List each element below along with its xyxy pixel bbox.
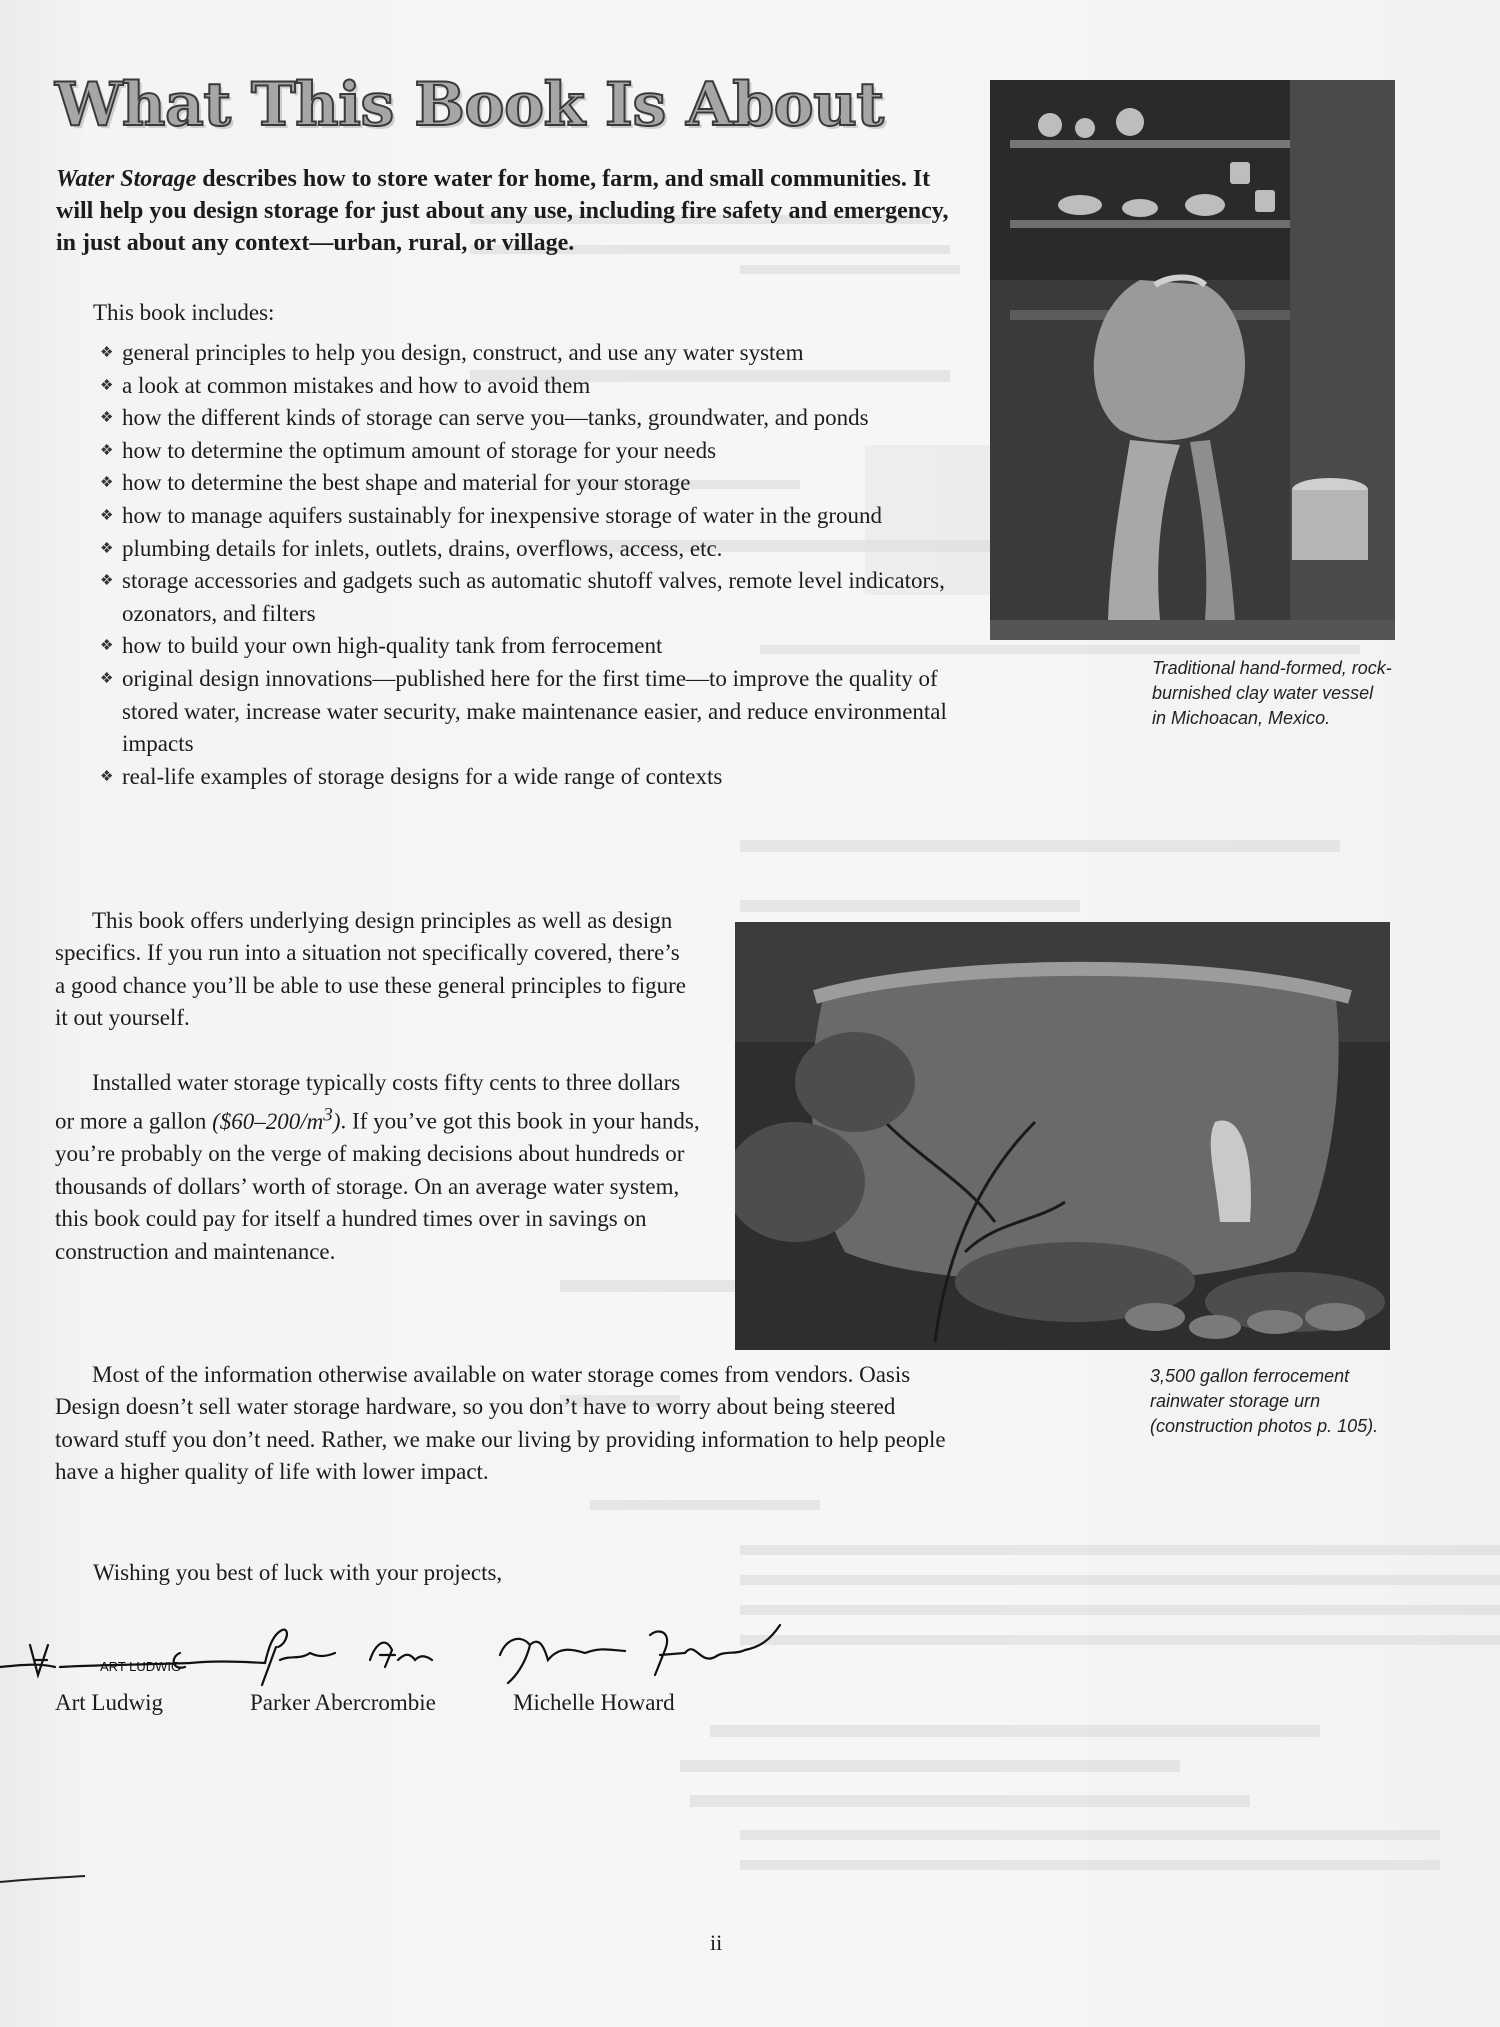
list-item: ❖ real-life examples of storage designs for a wide range of contexts	[100, 761, 960, 794]
intro-text: describes how to store water for home, farm, and small communities. It will help you design storage for just about any use, including fire safety and emergency, in just about any context—urban, rural, or village.	[56, 166, 949, 256]
list-item: ❖ how to determine the optimum amount of storage for your needs	[100, 435, 960, 468]
paragraph-cost	[55, 1067, 700, 1268]
includes-label: This book includes:	[93, 300, 275, 325]
list-item: ❖ how the different kinds of storage can serve you—tanks, groundwater, and ponds	[100, 402, 960, 435]
author-name-parker: Parker Abercrombie	[250, 1690, 436, 1715]
list-item: ❖ a look at common mistakes and how to avoid them	[100, 370, 960, 403]
author-name-michelle: Michelle Howard	[513, 1690, 675, 1715]
list-item: ❖ how to determine the best shape and material for your storage	[100, 467, 960, 500]
list-item: ❖ general principles to help you design, construct, and use any water system	[100, 337, 960, 370]
ferrocement-urn-photo	[735, 922, 1390, 1350]
scan-mark	[0, 1870, 90, 1890]
list-item: ❖ storage accessories and gadgets such as automatic shutoff valves, remote level indicators, ozonators, and filters	[100, 565, 960, 630]
includes-list	[100, 337, 960, 793]
cubed-superscript: 3	[323, 1104, 333, 1126]
page-title: What This Book Is About	[55, 70, 884, 140]
ferrocement-urn-caption: 3,500 gallon ferrocement rainwater storage urn (construction photos p. 105).	[1150, 1366, 1379, 1436]
paragraph-vendors: Most of the information otherwise available on water storage comes from vendors. Oasis Design doesn’t sell water storage hardware, so you don’t have to worry about being steered toward stuff you don’t need. Rather, we make our living by providing information to help people have a higher quality of life with lower impact.	[55, 1362, 946, 1485]
list-item: ❖ how to build your own high-quality tank from ferrocement	[100, 630, 960, 663]
page-number: ii	[710, 1930, 723, 1955]
intro-paragraph	[56, 163, 956, 259]
cost-text-start: Installed water storage typically costs fifty cents to three dollars or more a gallon	[55, 1070, 681, 1135]
clay-vessel-photo	[990, 80, 1395, 640]
clay-vessel-caption: Traditional hand-formed, rock-burnished clay water vessel in Michoacan, Mexico.	[1152, 658, 1392, 728]
paragraph-design-principles: This book offers underlying design principles as well as design specifics. If you run into a situation not specifically covered, there’s a good chance you’ll be able to use these general principles to figure it out yourself.	[55, 908, 686, 1031]
list-item: ❖ plumbing details for inlets, outlets, drains, overflows, access, etc.	[100, 533, 960, 566]
book-title-italic: Water Storage	[56, 166, 197, 192]
list-item: ❖ how to manage aquifers sustainably for inexpensive storage of water in the ground	[100, 500, 960, 533]
list-item: ❖ original design innovations—published here for the first time—to improve the quality of stored water, increase water security, make maintenance easier, and reduce environmental impacts	[100, 663, 960, 761]
signatures-image	[0, 1605, 800, 1695]
closing-line: Wishing you best of luck with your projects,	[93, 1560, 503, 1585]
cost-metric: $(\$60-200/m^3)$	[212, 1104, 341, 1135]
author-name-art: Art Ludwig	[55, 1690, 163, 1715]
cost-text-end: . If you’ve got this book in your hands, you’re probably on the verge of making decisions about hundreds or thousands of dollars’ worth of storage. On an average water system, this book could pay for itself a hundred times over in savings on construction and maintenance.	[55, 1109, 700, 1264]
signature-print-name: ART LUDWIG	[100, 1659, 182, 1674]
